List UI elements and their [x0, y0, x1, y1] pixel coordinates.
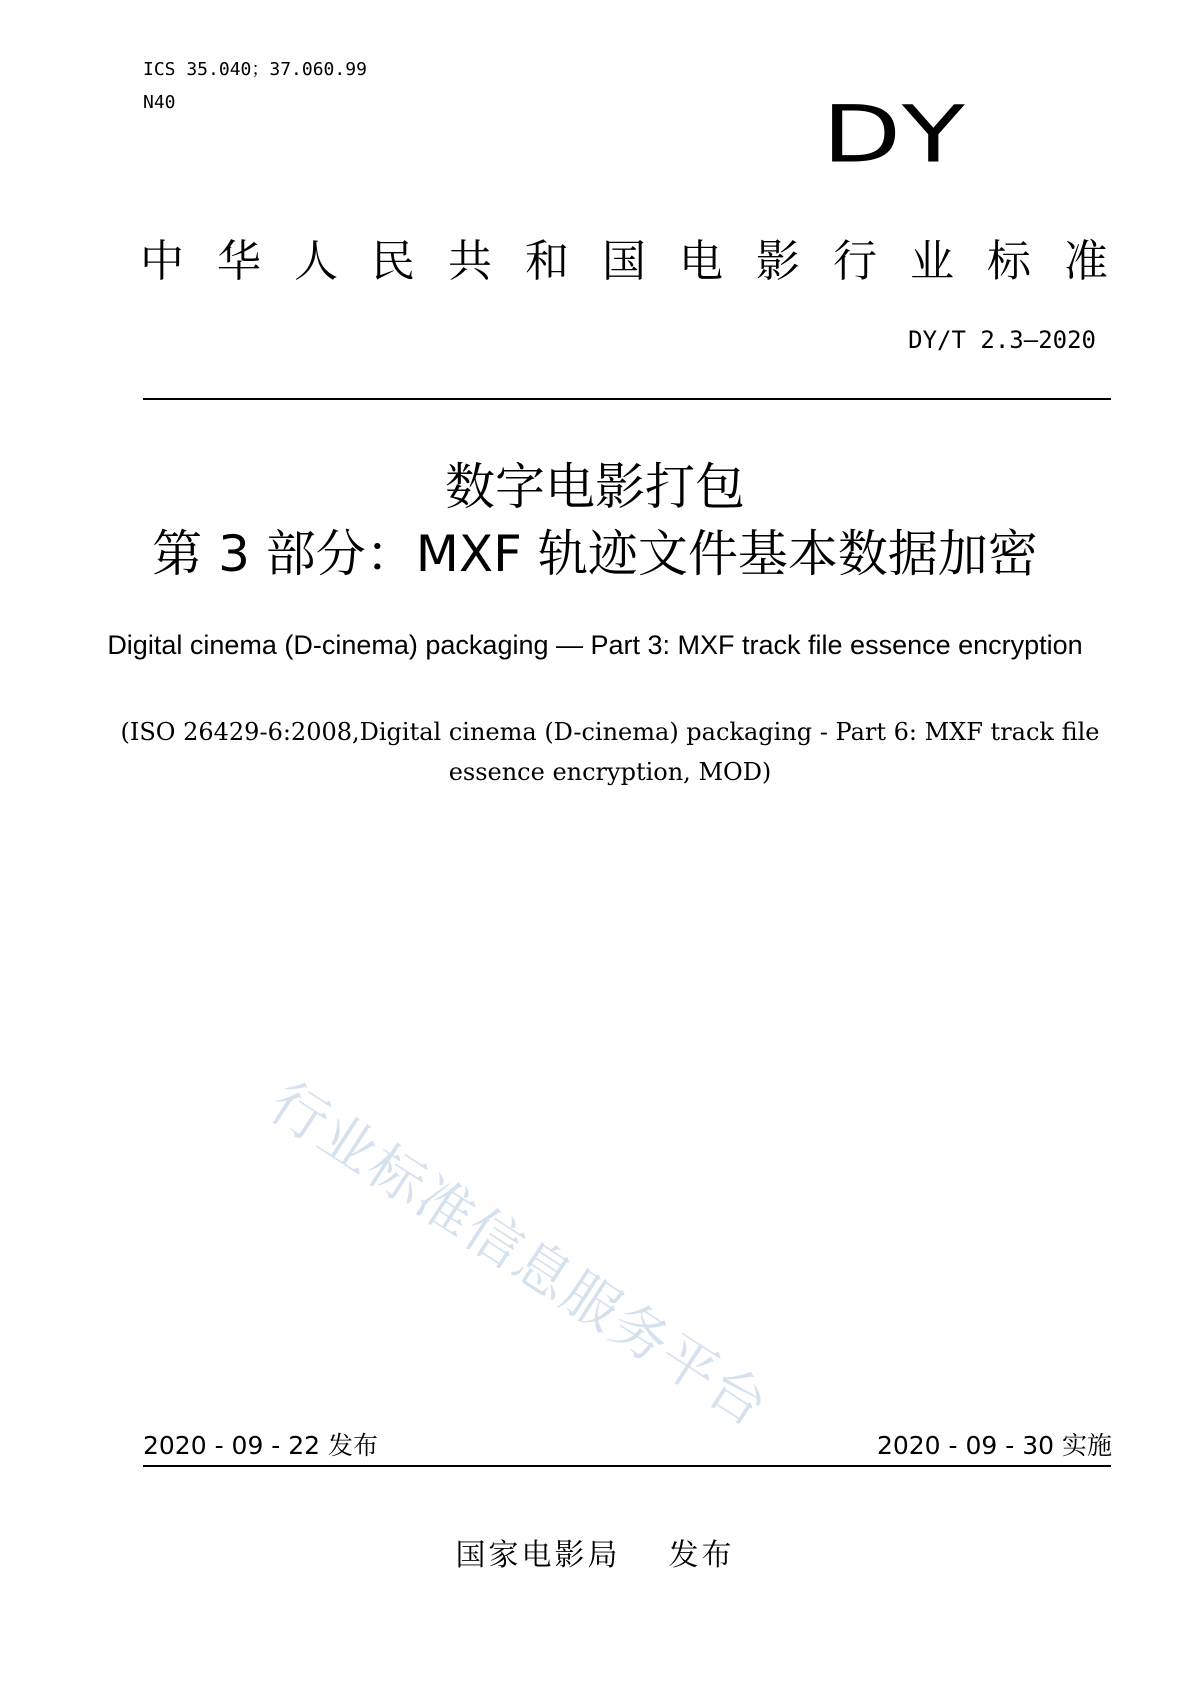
issue-date: 2020 - 09 - 22 发布	[143, 1431, 379, 1460]
title-cn-line1: 数字电影打包	[445, 458, 745, 516]
standard-code: DY/T 2.3—2020	[908, 326, 1096, 354]
publisher-name: 国家电影局	[455, 1538, 621, 1573]
bottom-divider	[143, 1465, 1111, 1467]
publish-word: 发布	[668, 1538, 735, 1573]
ccs-code: N40	[143, 92, 176, 113]
implementation-date: 2020 - 09 - 30 实施	[876, 1431, 1112, 1460]
dy-logo: DY	[822, 89, 972, 181]
watermark: 行业标准信息服务平台	[258, 1070, 780, 1441]
title-en: Digital cinema (D-cinema) packaging — Part 3: MXF track file essence encryption	[107, 630, 1083, 660]
title-cn-line2: 第 3 部分：MXF 轨迹文件基本数据加密	[152, 525, 1038, 583]
top-divider	[143, 398, 1111, 400]
publisher-line	[0, 1536, 1190, 1576]
ics-code: ICS 35.040；37.060.99	[143, 59, 367, 80]
standard-type-heading: 中华人民共和国电影行业标准	[140, 236, 1141, 287]
adoption-note: (ISO 26429-6:2008,Digital cinema (D-cinema) packaging - Part 6: MXF track file essence encryption, MOD)	[120, 718, 1100, 786]
